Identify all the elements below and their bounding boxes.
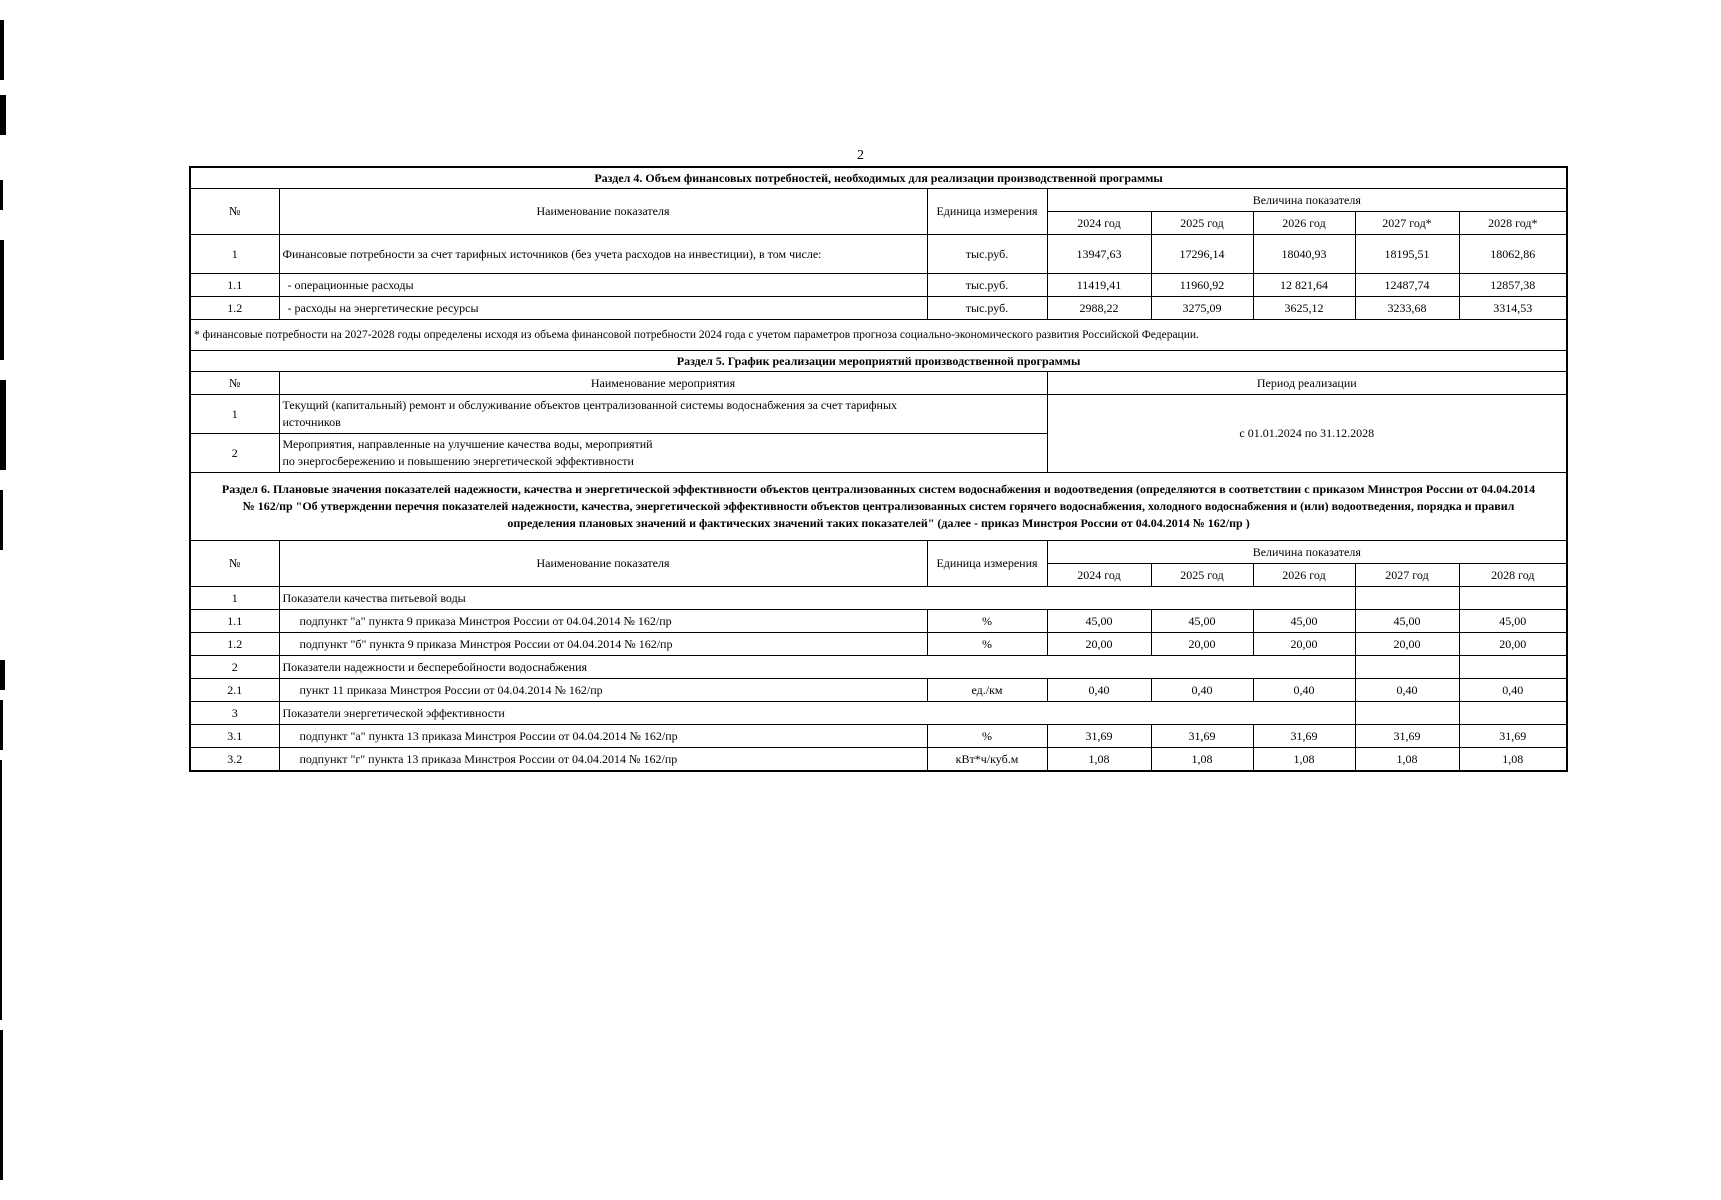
- row-value: 3625,12: [1253, 297, 1355, 320]
- row-name-line2: по энергосбережению и повышению энергетической эффективности: [282, 454, 634, 468]
- row-value: 11960,92: [1151, 274, 1253, 297]
- main-table: [189, 166, 1568, 772]
- row-value: 45,00: [1355, 610, 1459, 633]
- row-no: 2: [190, 434, 279, 473]
- row-value: 45,00: [1047, 610, 1151, 633]
- row-name: подпункт "а" пункта 13 приказа Минстроя России от 04.04.2014 № 162/пр: [279, 725, 927, 748]
- section4-title: Раздел 4. Объем финансовых потребностей, необходимых для реализации производственной программы: [190, 167, 1567, 189]
- group-no: 3: [190, 702, 279, 725]
- row-name: [279, 395, 1047, 434]
- group-name: Показатели качества питьевой воды: [279, 587, 1355, 610]
- empty-cell: [1459, 656, 1567, 679]
- s4-col-no: №: [190, 189, 279, 235]
- row-value: 3233,68: [1355, 297, 1459, 320]
- row-value: 1,08: [1459, 748, 1567, 772]
- group-row: [190, 587, 1567, 610]
- s4-year: 2025 год: [1151, 212, 1253, 235]
- row-value: 0,40: [1355, 679, 1459, 702]
- row-value: 13947,63: [1047, 235, 1151, 274]
- row-value: 31,69: [1151, 725, 1253, 748]
- s5-col-name: Наименование мероприятия: [279, 372, 1047, 395]
- row-unit: кВт*ч/куб.м: [927, 748, 1047, 772]
- empty-cell: [1459, 587, 1567, 610]
- document-body: [189, 166, 1566, 772]
- row-value: 31,69: [1459, 725, 1567, 748]
- section6-title: Раздел 6. Плановые значения показателей надежности, качества и энергетической эффективности объектов централизованных систем водоснабжения и водоотведения (определяются в соответствии с приказом Минстроя России от 04.04.2014 № 162/пр "Об утверждении перечня показателей надежности, качества, энергетической эффективности объектов централизованных систем горячего водоснабжения, холодного водоснабжения и (или) водоотведения, порядка и правил определения плановых значений и фактических значений таких показателей" (далее - приказ Минстроя России от 04.04.2014 № 162/пр ): [190, 473, 1567, 541]
- row-value: 3275,09: [1151, 297, 1253, 320]
- s5-col-no: №: [190, 372, 279, 395]
- group-row: [190, 702, 1567, 725]
- row-no: 3.2: [190, 748, 279, 772]
- row-unit: тыс.руб.: [927, 235, 1047, 274]
- row-value: 45,00: [1459, 610, 1567, 633]
- empty-cell: [1355, 656, 1459, 679]
- row-value: 1,08: [1355, 748, 1459, 772]
- s6-year: 2028 год: [1459, 564, 1567, 587]
- row-value: 12 821,64: [1253, 274, 1355, 297]
- row-value: 2988,22: [1047, 297, 1151, 320]
- group-no: 1: [190, 587, 279, 610]
- row-name: подпункт "г" пункта 13 приказа Минстроя России от 04.04.2014 № 162/пр: [279, 748, 927, 772]
- row-value: 20,00: [1355, 633, 1459, 656]
- row-no: 1.1: [190, 274, 279, 297]
- row-value: 18040,93: [1253, 235, 1355, 274]
- row-no: 1: [190, 395, 279, 434]
- row-value: 45,00: [1253, 610, 1355, 633]
- group-name: Показатели надежности и бесперебойности водоснабжения: [279, 656, 1355, 679]
- section5-title: Раздел 5. График реализации мероприятий производственной программы: [190, 351, 1567, 372]
- s4-year: 2026 год: [1253, 212, 1355, 235]
- row-name-line1: Мероприятия, направленные на улучшение качества воды, мероприятий: [282, 437, 653, 451]
- row-name: [279, 434, 1047, 473]
- row-name: Финансовые потребности за счет тарифных источников (без учета расходов на инвестиции), в том числе:: [279, 235, 927, 274]
- row-name: - расходы на энергетические ресурсы: [279, 297, 927, 320]
- row-value: 20,00: [1253, 633, 1355, 656]
- row-value: 45,00: [1151, 610, 1253, 633]
- s4-year: 2028 год*: [1459, 212, 1567, 235]
- section4-footnote: * финансовые потребности на 2027-2028 годы определены исходя из объема финансовой потребности 2024 года с учетом параметров прогноза социально-экономического развития Российской Федерации.: [190, 320, 1567, 351]
- table-row: [190, 633, 1567, 656]
- s6-col-name: Наименование показателя: [279, 541, 927, 587]
- s6-year: 2027 год: [1355, 564, 1459, 587]
- row-value: 31,69: [1047, 725, 1151, 748]
- s6-year: 2026 год: [1253, 564, 1355, 587]
- row-value: 31,69: [1355, 725, 1459, 748]
- row-name: подпункт "б" пункта 9 приказа Минстроя России от 04.04.2014 № 162/пр: [279, 633, 927, 656]
- page-number: 2: [857, 148, 864, 163]
- group-no: 2: [190, 656, 279, 679]
- row-value: 1,08: [1253, 748, 1355, 772]
- table-row: [190, 679, 1567, 702]
- group-name: Показатели энергетической эффективности: [279, 702, 1355, 725]
- table-row: [190, 748, 1567, 772]
- row-name: - операционные расходы: [279, 274, 927, 297]
- row-value: 0,40: [1047, 679, 1151, 702]
- row-name-line2: источников: [282, 415, 341, 429]
- row-no: 1: [190, 235, 279, 274]
- row-value: 18062,86: [1459, 235, 1567, 274]
- row-value: 0,40: [1253, 679, 1355, 702]
- row-value: 1,08: [1151, 748, 1253, 772]
- table-row: [190, 297, 1567, 320]
- empty-cell: [1459, 702, 1567, 725]
- row-value: 1,08: [1047, 748, 1151, 772]
- row-unit: %: [927, 725, 1047, 748]
- row-name: пункт 11 приказа Минстроя России от 04.04.2014 № 162/пр: [279, 679, 927, 702]
- row-unit: %: [927, 633, 1047, 656]
- row-value: 12487,74: [1355, 274, 1459, 297]
- group-row: [190, 656, 1567, 679]
- empty-cell: [1355, 702, 1459, 725]
- row-name: подпункт "а" пункта 9 приказа Минстроя России от 04.04.2014 № 162/пр: [279, 610, 927, 633]
- row-value: 12857,38: [1459, 274, 1567, 297]
- table-row: [190, 395, 1567, 434]
- empty-cell: [1355, 587, 1459, 610]
- row-value: 3314,53: [1459, 297, 1567, 320]
- row-unit: тыс.руб.: [927, 297, 1047, 320]
- table-row: [190, 235, 1567, 274]
- scan-edge-marks: [0, 0, 10, 1200]
- table-row: [190, 725, 1567, 748]
- s4-col-value: Величина показателя: [1047, 189, 1567, 212]
- period-value: с 01.01.2024 по 31.12.2028: [1047, 395, 1567, 473]
- row-value: 17296,14: [1151, 235, 1253, 274]
- row-value: 11419,41: [1047, 274, 1151, 297]
- row-no: 1.1: [190, 610, 279, 633]
- row-no: 1.2: [190, 633, 279, 656]
- row-value: 20,00: [1459, 633, 1567, 656]
- row-value: 0,40: [1151, 679, 1253, 702]
- row-value: 20,00: [1047, 633, 1151, 656]
- s4-col-name: Наименование показателя: [279, 189, 927, 235]
- row-no: 1.2: [190, 297, 279, 320]
- s5-col-period: Период реализации: [1047, 372, 1567, 395]
- s6-col-no: №: [190, 541, 279, 587]
- row-value: 20,00: [1151, 633, 1253, 656]
- row-value: 31,69: [1253, 725, 1355, 748]
- row-unit: тыс.руб.: [927, 274, 1047, 297]
- row-no: 2.1: [190, 679, 279, 702]
- row-no: 3.1: [190, 725, 279, 748]
- s4-year: 2024 год: [1047, 212, 1151, 235]
- row-unit: ед./км: [927, 679, 1047, 702]
- row-value: 0,40: [1459, 679, 1567, 702]
- row-unit: %: [927, 610, 1047, 633]
- s6-year: 2025 год: [1151, 564, 1253, 587]
- table-row: [190, 610, 1567, 633]
- row-value: 18195,51: [1355, 235, 1459, 274]
- table-row: [190, 274, 1567, 297]
- row-name-line1: Текущий (капитальный) ремонт и обслуживание объектов централизованной системы водоснабжения за счет тарифных: [282, 398, 898, 412]
- s6-col-unit: Единица измерения: [927, 541, 1047, 587]
- s4-col-unit: Единица измерения: [927, 189, 1047, 235]
- s6-year: 2024 год: [1047, 564, 1151, 587]
- s6-col-value: Величина показателя: [1047, 541, 1567, 564]
- s4-year: 2027 год*: [1355, 212, 1459, 235]
